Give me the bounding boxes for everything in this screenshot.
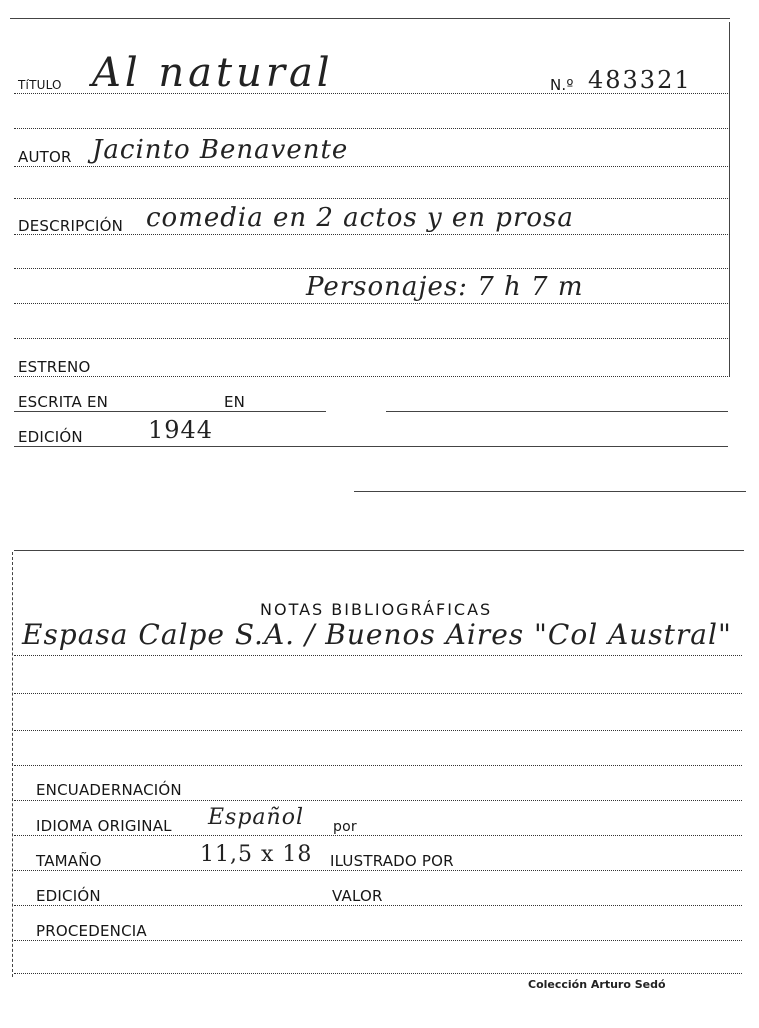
descripcion-line	[14, 234, 730, 235]
tamano-line	[14, 870, 742, 871]
estreno-label: ESTRENO	[18, 358, 91, 376]
edicion-label: EDICIÓN	[18, 428, 83, 446]
ilustrado-label: ILUSTRADO POR	[330, 852, 454, 870]
autor-line	[14, 166, 730, 167]
edicion2-label: EDICIÓN	[36, 887, 101, 905]
titulo-line	[14, 93, 730, 94]
personajes-value: Personajes: 7 h 7 m	[306, 272, 584, 302]
card2-left-edge	[12, 552, 13, 977]
edicion-value: 1944	[148, 416, 214, 444]
notas-line-1	[14, 655, 742, 656]
procedencia-label: PROCEDENCIA	[36, 922, 147, 940]
escrita-line	[14, 411, 326, 412]
bottom-line	[14, 973, 742, 974]
tamano-value: 11,5 x 18	[200, 842, 313, 867]
idioma-label: IDIOMA ORIGINAL	[36, 817, 172, 835]
personajes-line	[14, 303, 730, 304]
card-right-edge	[729, 22, 730, 377]
card-bottom-rule	[354, 491, 746, 492]
idioma-line	[14, 835, 742, 836]
rule-4	[14, 338, 730, 339]
descripcion-value: comedia en 2 actos y en prosa	[146, 203, 574, 233]
idioma-value: Español	[208, 805, 304, 830]
en-line	[386, 411, 728, 412]
rule-1	[14, 128, 730, 129]
valor-label: VALOR	[332, 887, 383, 905]
notas-line-3	[14, 730, 742, 731]
titulo-value: Al natural	[92, 50, 334, 96]
en-label: EN	[224, 393, 246, 411]
titulo-label: TíTULO	[18, 78, 62, 92]
edicion2-line	[14, 905, 742, 906]
card-top-border	[10, 18, 730, 19]
collection-footer: Colección Arturo Sedó	[528, 978, 666, 991]
procedencia-line	[14, 940, 742, 941]
notas-line-2	[14, 693, 742, 694]
notas-value: Espasa Calpe S.A. / Buenos Aires "Col Austral"	[22, 618, 732, 651]
autor-value: Jacinto Benavente	[92, 135, 349, 165]
tamano-label: TAMAÑO	[36, 852, 102, 870]
rule-3	[14, 268, 730, 269]
encuadernacion-label: ENCUADERNACIÓN	[36, 781, 182, 799]
card2-top-border	[14, 550, 744, 551]
descripcion-label: DESCRIPCIÓN	[18, 217, 124, 235]
escrita-en-label: ESCRITA EN	[18, 393, 109, 411]
notas-heading: NOTAS BIBLIOGRÁFICAS	[260, 600, 493, 619]
numero-value: 483321	[588, 66, 692, 94]
notas-line-4	[14, 765, 742, 766]
estreno-line	[14, 376, 730, 377]
autor-label: AUTOR	[18, 148, 72, 166]
rule-2	[14, 198, 730, 199]
edicion-line	[14, 446, 728, 447]
por-label: por	[333, 819, 357, 835]
encuadernacion-line	[14, 800, 742, 801]
numero-label: N.º	[550, 76, 574, 94]
